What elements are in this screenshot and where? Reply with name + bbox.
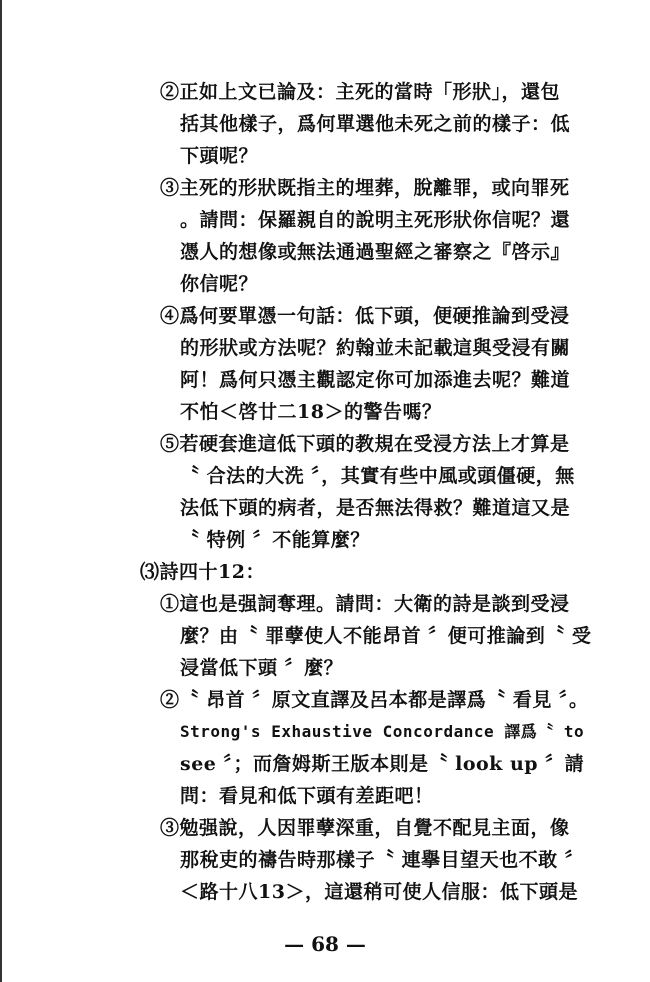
text-line-8: ④爲何要單憑一句話：低下頭，便硬推論到受浸: [160, 305, 570, 327]
text-line-1: ②正如上文已論及：主死的當時「形狀」，還包: [160, 81, 561, 103]
text-line-24: ③勉强說，人因罪孽深重，自覺不配見主面，像: [160, 817, 570, 839]
text-line-17: ①這也是强詞奪理。請問：大衛的詩是談到受浸: [160, 593, 570, 615]
section-heading: ⑶詩四十12：: [140, 561, 265, 583]
page-number: — 68 —: [284, 932, 366, 956]
text-line-10: 阿！爲何只憑主觀認定你可加添進去呢？難道: [180, 369, 571, 391]
text-line-19: 浸當低下頭 〞麼？: [180, 657, 344, 679]
text-line-13: 〝 合法的大洗 〞，其實有些中風或頭僵硬，無: [180, 465, 575, 487]
text-line-6: 憑人的想像或無法通過聖經之審察之『啓示』: [180, 241, 571, 263]
text-line-26: ＜路十八13＞，這還稍可使人信服：低下頭是: [180, 881, 578, 903]
text-line-12: ⑤若硬套進這低下頭的教規在受浸方法上才算是: [160, 433, 570, 455]
text-line-25: 那稅吏的禱告時那樣子〝 連擧目望天也不敢 〞: [180, 849, 585, 871]
text-line-7: 你信呢？: [180, 273, 259, 295]
text-line-22: see 〞；而詹姆斯王版本則是〝 look up 〞請: [180, 753, 585, 775]
text-line-9: 的形狀或方法呢？約翰並未記載這與受浸有關: [180, 337, 571, 359]
text-line-14: 法低下頭的病者，是否無法得救？難道這又是: [180, 497, 571, 519]
text-line-15: 〝 特例 〞不能算麼？: [180, 529, 370, 551]
text-line-5: 。請問：保羅親自的說明主死形狀你信呢？還: [180, 209, 571, 231]
text-line-2: 括其他樣子，爲何單選他未死之前的樣子：低: [180, 113, 571, 135]
text-line-21: Strong's Exhaustive Concordance 譯爲〝 to: [180, 722, 585, 741]
text-line-23: 問：看見和低下頭有差距吧！: [180, 785, 434, 807]
page-edge-line: [0, 0, 2, 982]
text-line-3: 下頭呢？: [180, 145, 259, 167]
text-line-11: 不怕＜啓廿二18＞的警告嗎？: [180, 401, 442, 423]
text-line-18: 麼？由〝 罪孽使人不能昂首 〞便可推論到〝 受: [180, 625, 592, 647]
text-line-4: ③主死的形狀既指主的埋葬，脫離罪，或向罪死: [160, 177, 570, 199]
text-line-20: ②〝 昂首 〞原文直譯及呂本都是譯爲〝 看見 〞。: [160, 689, 589, 711]
